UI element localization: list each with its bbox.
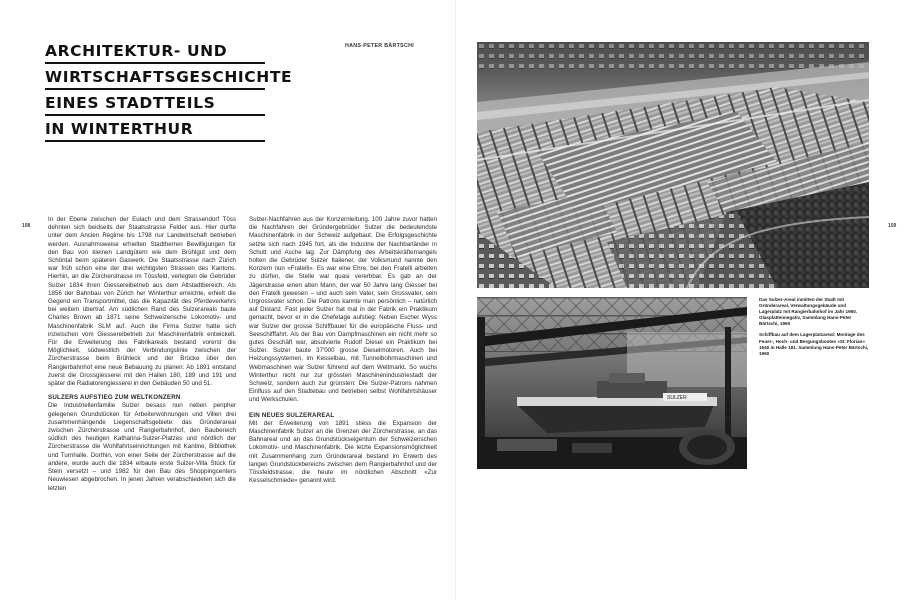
title-line: ARCHITEKTUR- UND [45, 40, 265, 64]
section-heading: EIN NEUES SULZERAREAL [249, 411, 335, 419]
article-title [45, 40, 293, 144]
body-paragraph: In der Ebene zwischen der Eulach und dem Strassendorf Töss dehnten sich beidseits der Staatsstrasse Felder aus. Hier durfte unter dem Ancien Régime bis 1798 nur Landwirtschaft betrieben werden. Ausnahmsweise erhielten Stadtherren Bewilligungen für den Bau von kleinen Landgütern wie dem Brühlgut und dem Schöntal beim späteren Gaswerk. Die Staatsstrasse nach Zürich war früh schon eine der drei wichtigsten Strassen des Kantons. Hierhin, an die Zürcherstrasse im Tössfeld, verlegten die Gebrüder Sulzer 1834 ihren Giessereibetrieb aus dem Altstadtbereich. Als 1856 der Bahnbau von Zürich her Winterthur erreichte, erhielt die Gegend ein Transportmittel, das die Kapazität des Pferdeverkehrs bei weitem übertraf. Am südlichen Rand des Sulzerareals baute Charles Brown ab 1871 seine Schweizerische Lokomotiv- und Maschinenfabrik SLM auf. Auch die Firma Sulzer hatte sich inzwischen vom Giessereibetrieb zur Maschinenfabrik entwickelt. Für die Erweiterung des Fabrikareals bestand vorerst die Möglichkeit, südwestlich der Verbindungslinie zwischen der Zürcherstrasse beim Brühleck und der Brücke über den Rangierbahnhof eine neue Bebauung zu planen: Ab 1891 entstand zuerst die Grossgiesserei mit den Hallen 180, 189 und 191 und später die Radiatorengiesserei in den Gebäuden 50 und 51. [48, 216, 236, 388]
body-paragraph: Mit der Erweiterung von 1891 stiess die Expansion der Maschinenfabrik Sulzer an die Grenzen der Zürcherstrasse, an das Bahnareal und an das Grundstückseigentum der Schweizerischen Lokomotiv- und Maschinenfabrik. Die letzte Expansionsmöglichkeit mit Zusammenhang zum Gründerareal bestand im Erwerb des langen Grundstückbereichs zwischen dem Rangierbahnhof und der Tössfeldstrasse, die heute im nördlichen Abschnitt «Zur Kesselschmiede» genannt wird. [249, 419, 437, 485]
title-line: WIRTSCHAFTSGESCHICHTE [45, 66, 265, 90]
aerial-photo [477, 42, 869, 288]
text-column-2 [249, 216, 437, 486]
page-number-right: 109 [888, 223, 897, 229]
shipbuilding-photo-image [477, 297, 747, 469]
author-name: HANS-PETER BÄRTSCHI [345, 43, 414, 49]
page-number-left: 108 [22, 223, 31, 229]
title-line: IN WINTERTHUR [45, 118, 265, 142]
shipbuilding-hall-photo [477, 297, 747, 469]
left-page [0, 0, 455, 600]
caption-aerial: Das Sulzer-Areal inmitten der Stadt mit Gründerareal, Verwaltungsgebäude und Lagerplatz mit Rangierbahnhof im Jahr 1960. Glasplattennegativ, Sammlung Hans-Peter Bärtschi, 1960 [759, 297, 858, 327]
caption-shipbuilding: Schiffbau auf dem Lagerplatzareal: Montage des Feuer-, Hoch- und Bergungsbootes «St. Florian» 1940 in Halle 181. Sammlung Hans-Peter Bärtschi, 1960 [759, 332, 869, 356]
ship-name-label: SULZER [667, 395, 687, 401]
body-paragraph: Sulzer-Nachfahren aus der Konzernleitung. 100 Jahre zuvor hatten die Nachfahren der Gründergebrüder Sulzer die bedeutendste Maschinenfabrik in der Schweiz aufgebaut. Die Erfolgsgeschichte setzte sich nach 1945 fort, als die Industrie der Nachbarländer in Schutt und Asche lag. Zur Dämpfung des Arbeitskräftemangels holten die Gebrüder Sulzer Italiener, der Volksmund nannte den Konzern nun «Fratelli». Es war eine Ehre, bei den Fratelli arbeiten zu dürfen, die Stelle war quasi vererbbar. Es gab an der Jägerstrasse einen alten Mann, der war 50 Jahre lang Giesser bei den Fratelli gewesen – und auch sein Vater, sein Grossvater, sein Urgrossvater schon. Die Patrons kannte man persönlich – natürlich auf Distanz. Fast jeder Sulzer hat mal in der Fabrik ein Praktikum gemacht, bevor er in die Chefetage aufstieg: Neben Escher Wyss war Sulzer der grosse Schiffbauer für die europäische Fluss- und Seeschifffahrt. Als der Bau von Dampfmaschinen ein nicht mehr so gutes Geschäft war, absolvierte Rudolf Diesel ein Praktikum bei Sulzer. Sulzer baute 37'000 grosse Dieselmotoren. Auch bei Heizungssystemen, im Kesselbau, mit Tunnelbohrmaschinen und Webmaschinen war Sulzer führend auf dem Weltmarkt. So wuchs Winterthur nicht nur zur grössten Maschinenindustriestadt der Schweiz, sondern auch zur grünsten: Die Sulzer-Patrons nahmen Einfluss auf den Stadtebau und betrieben selbst Wohlfahrtshäuser und Werkschulen. [249, 216, 437, 404]
photo-captions [759, 297, 869, 362]
aerial-photo-image [477, 42, 869, 288]
title-line: EINES STADTTEILS [45, 92, 265, 116]
text-column-1 [48, 216, 236, 493]
section-heading: SULZERS AUFSTIEG ZUM WELTKONZERN [48, 394, 181, 402]
body-paragraph: Die Industriellenfamilie Sulzer besass nun neben peripher gelegenen Grundstücken für Arbeiterwohnungen und Villen drei zusammenhängende Liegenschaftsgebiete: das Gründerareal zwischen Zürcherstrasse und Rangierbahnhof, den Baubereich südlich des heutigen Katharina-Sulzer-Platzes und nördlich der Zürcherstrasse die Wohlfahrtseinrichtungen mit Kantine, Bibliothek und Turnhalle. Dorthin, von einer Seite der Zürcherstrasse auf die andere, wurde auch die 1834 erbaute erste Sulzer-Villa Stück für Stein versetzt – und 1982 für den Bau des Shoppingcenters Neuwiesen abgebrochen. In jenen Jahren verabschiedeten sich die letzten [48, 402, 236, 492]
